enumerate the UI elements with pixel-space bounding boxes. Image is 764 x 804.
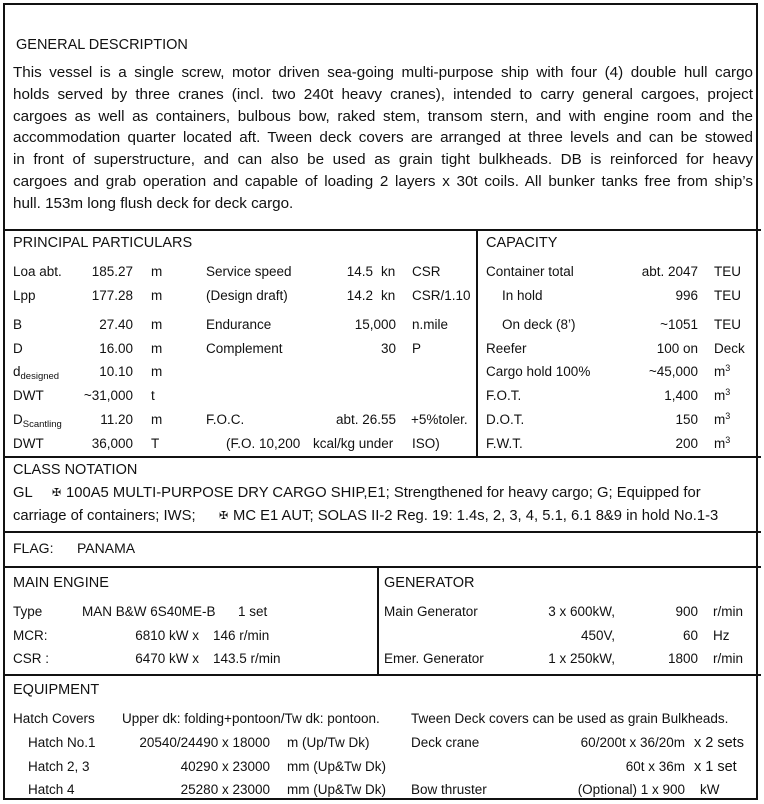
- reefer-label: Reefer: [486, 341, 527, 356]
- hatch-4-value: 25280 x 23000: [180, 782, 270, 797]
- on-deck-value: ~1051: [660, 317, 698, 332]
- design-draft-value: 14.2: [346, 288, 373, 303]
- d-scantling-label: [13, 412, 62, 428]
- container-total-value: abt. 2047: [641, 264, 698, 279]
- deck-crane-2-value: 60t x 36m: [625, 759, 685, 774]
- engine-type-qty: 1 set: [238, 604, 268, 619]
- description-line: holds served by three cranes (incl. two 240t heavy cranes), intended to carry general cargoes, project: [13, 85, 753, 103]
- service-speed-note: CSR: [412, 264, 441, 279]
- dwt-scantling-label: DWT: [13, 436, 44, 451]
- hatch-2-3-label: Hatch 2, 3: [28, 759, 90, 774]
- mcr-label: MCR:: [13, 628, 48, 643]
- design-draft-note: CSR/1.10: [412, 288, 471, 303]
- fot-unit: [714, 388, 730, 404]
- bow-thruster-unit: kW: [700, 782, 720, 797]
- endurance-value: 15,000: [354, 317, 396, 332]
- design-draft-unit: kn: [381, 288, 396, 303]
- emergency-generator-label: Emer. Generator: [384, 651, 484, 666]
- d-unit: m: [151, 341, 163, 356]
- fwt-label: F.W.T.: [486, 436, 523, 451]
- csr-power: 6470 kW x: [135, 651, 199, 666]
- dot-value: 150: [675, 412, 698, 427]
- class-notation-line-1: 100A5 MULTI-PURPOSE DRY CARGO SHIP,E1; Strengthened for heavy cargo; G; Equipped for: [66, 485, 701, 501]
- fot-label: F.O.T.: [486, 388, 522, 403]
- fot-value: 1,400: [664, 388, 698, 403]
- dwt-value: ~31,000: [83, 388, 133, 403]
- container-total-label: Container total: [486, 264, 574, 279]
- in-hold-value: 996: [675, 288, 698, 303]
- csr-rpm: 143.5 r/min: [213, 651, 281, 666]
- generator-frequency: 60: [682, 628, 698, 643]
- hatch-4-unit: mm (Up&Tw Dk): [287, 782, 386, 797]
- divider: [3, 566, 761, 568]
- generator-heading: GENERATOR: [384, 575, 475, 591]
- maltese-cross-icon: ✠: [219, 509, 229, 522]
- reefer-value: 100 on: [656, 341, 698, 356]
- description-line: This vessel is a single screw, motor driven sea-going multi-purpose ship with four (4) double hull cargo: [13, 64, 753, 81]
- mcr-rpm: 146 r/min: [213, 628, 270, 643]
- hatch-covers-label: Hatch Covers: [13, 711, 95, 726]
- loa-value: 185.27: [91, 264, 133, 279]
- hatch-1-label: Hatch No.1: [28, 735, 96, 750]
- class-notation-line-2b: MC E1 AUT; SOLAS II-2 Reg. 19: 1.4s, 2, 3, 4, 5.1, 6.1 8&9 in hold No.1-3: [233, 508, 719, 524]
- dwt-scantling-value: 36,000: [91, 436, 133, 451]
- cubic-superscript: 3: [725, 363, 731, 373]
- csr-label: CSR :: [13, 651, 50, 666]
- emergency-generator-value: 1 x 250kW,: [548, 651, 615, 666]
- d-value: 16.00: [99, 341, 133, 356]
- d-scantling-unit: m: [151, 412, 163, 427]
- cargo-hold-label: Cargo hold 100%: [486, 364, 591, 379]
- cubic-meter-unit: m: [714, 436, 726, 451]
- dwt-label: DWT: [13, 388, 44, 403]
- d-designed-value: 10.10: [99, 364, 133, 379]
- d-designed-label: [13, 364, 59, 380]
- loa-label: Loa abt.: [13, 264, 62, 279]
- divider: [3, 229, 761, 231]
- description-line: accommodation quarter located aft. Tween deck covers are arranged at three levels and can be stowed: [13, 129, 753, 147]
- service-speed-label: Service speed: [206, 264, 292, 279]
- divider: [377, 566, 379, 674]
- divider: [3, 674, 761, 676]
- emergency-generator-rpm-unit: r/min: [713, 651, 743, 666]
- endurance-unit: n.mile: [412, 317, 449, 332]
- capacity-heading: CAPACITY: [486, 235, 558, 251]
- class-notation-society: GL: [13, 485, 33, 501]
- tween-deck-note: Tween Deck covers can be used as grain Bulkheads.: [411, 711, 729, 726]
- fo-label: (F.O. 10,200: [226, 436, 301, 451]
- deck-crane-label: Deck crane: [411, 735, 480, 750]
- main-generator-value: 3 x 600kW,: [548, 604, 615, 619]
- foc-value: abt. 26.55: [335, 412, 396, 427]
- generator-frequency-unit: Hz: [713, 628, 730, 643]
- d-designed-symbol: d: [13, 364, 21, 379]
- fo-note: ISO): [412, 436, 440, 451]
- hatch-2-3-unit: mm (Up&Tw Dk): [287, 759, 386, 774]
- cubic-meter-unit: m: [714, 412, 726, 427]
- cubic-meter-unit: m: [714, 364, 726, 379]
- loa-unit: m: [151, 264, 163, 279]
- mcr-power: 6810 kW x: [135, 628, 199, 643]
- generator-voltage: 450V,: [580, 628, 615, 643]
- fwt-value: 200: [675, 436, 698, 451]
- dot-unit: [714, 412, 730, 428]
- hatch-1-value: 20540/24490 x 18000: [139, 735, 270, 750]
- design-draft-label: (Design draft): [206, 288, 288, 303]
- hatch-1-unit: m (Up/Tw Dk): [287, 735, 370, 750]
- class-notation-line-2a: carriage of containers; IWS;: [13, 508, 196, 524]
- emergency-generator-rpm: 1800: [667, 651, 698, 666]
- cargo-hold-value: ~45,000: [648, 364, 698, 379]
- bow-thruster-label: Bow thruster: [411, 782, 487, 797]
- dot-label: D.O.T.: [486, 412, 525, 427]
- flag-value: PANAMA: [77, 540, 136, 556]
- hatch-2-3-value: 40290 x 23000: [180, 759, 270, 774]
- b-label: B: [13, 317, 23, 332]
- reefer-unit: Deck: [714, 341, 745, 356]
- deck-crane-qty: x 2 sets: [694, 735, 744, 751]
- foc-note: +5%toler.: [411, 412, 468, 427]
- general-description-heading: GENERAL DESCRIPTION: [16, 37, 188, 53]
- d-scantling-symbol: D: [13, 412, 23, 427]
- main-generator-rpm-unit: r/min: [713, 604, 743, 619]
- service-speed-unit: kn: [381, 264, 396, 279]
- engine-type-label: Type: [13, 604, 43, 619]
- foc-label: F.O.C.: [206, 412, 245, 427]
- equipment-heading: EQUIPMENT: [13, 682, 100, 698]
- dwt-unit: t: [151, 388, 155, 403]
- maltese-cross-icon: ✠: [52, 486, 62, 499]
- complement-unit: P: [412, 341, 422, 356]
- general-description-text: [13, 62, 753, 215]
- in-hold-unit: TEU: [714, 288, 741, 303]
- cubic-superscript: 3: [725, 411, 731, 421]
- lpp-unit: m: [151, 288, 163, 303]
- description-line: in front of superstructure, and can also be used as grain tight bulkheads. DB is reinforced for heavy: [13, 151, 753, 169]
- main-generator-rpm: 900: [675, 604, 698, 619]
- divider: [3, 531, 761, 533]
- cubic-superscript: 3: [725, 435, 731, 445]
- divider: [3, 456, 761, 458]
- principal-particulars-heading: PRINCIPAL PARTICULARS: [13, 235, 193, 251]
- dwt-scantling-unit: T: [151, 436, 160, 451]
- description-line: cargoes and grab operation and capable of loading 2 layers x 30t coils. All bunker tanks free from ship’s: [13, 172, 753, 190]
- b-value: 27.40: [99, 317, 133, 332]
- engine-type-value: MAN B&W 6S40ME-B: [82, 604, 216, 619]
- description-line: hull. 153m long flush deck for deck cargo.: [13, 194, 294, 212]
- cubic-meter-unit: m: [714, 388, 726, 403]
- d-scantling-subscript: Scantling: [22, 419, 62, 430]
- lpp-value: 177.28: [91, 288, 133, 303]
- cargo-hold-unit: [714, 364, 730, 380]
- d-scantling-value: 11.20: [100, 412, 133, 427]
- cubic-superscript: 3: [725, 387, 731, 397]
- in-hold-label: In hold: [502, 288, 543, 303]
- lpp-label: Lpp: [13, 288, 36, 303]
- fwt-unit: [714, 436, 730, 452]
- b-unit: m: [151, 317, 163, 332]
- bow-thruster-value: (Optional) 1 x 900: [577, 782, 685, 797]
- main-generator-label: Main Generator: [384, 604, 478, 619]
- d-designed-unit: m: [151, 364, 163, 379]
- description-line: cargoes as well as containers, bulbous bow, raked stem, transom stern, and with engine room and the: [13, 107, 753, 125]
- d-designed-subscript: designed: [20, 371, 60, 382]
- flag-label: FLAG:: [13, 540, 54, 556]
- container-total-unit: TEU: [714, 264, 741, 279]
- deck-crane-value: 60/200t x 36/20m: [580, 735, 685, 750]
- deck-crane-2-qty: x 1 set: [694, 759, 737, 775]
- fo-value: kcal/kg under: [313, 436, 394, 451]
- on-deck-unit: TEU: [714, 317, 741, 332]
- hatch-covers-value: Upper dk: folding+pontoon/Tw dk: pontoon.: [122, 711, 380, 726]
- endurance-label: Endurance: [206, 317, 272, 332]
- divider: [476, 229, 478, 456]
- hatch-4-label: Hatch 4: [28, 782, 75, 797]
- complement-label: Complement: [206, 341, 283, 356]
- on-deck-label: On deck (8’): [502, 317, 576, 332]
- class-notation-heading: CLASS NOTATION: [13, 462, 138, 478]
- d-label: D: [13, 341, 23, 356]
- service-speed-value: 14.5: [346, 264, 373, 279]
- complement-value: 30: [380, 341, 396, 356]
- main-engine-heading: MAIN ENGINE: [13, 575, 109, 591]
